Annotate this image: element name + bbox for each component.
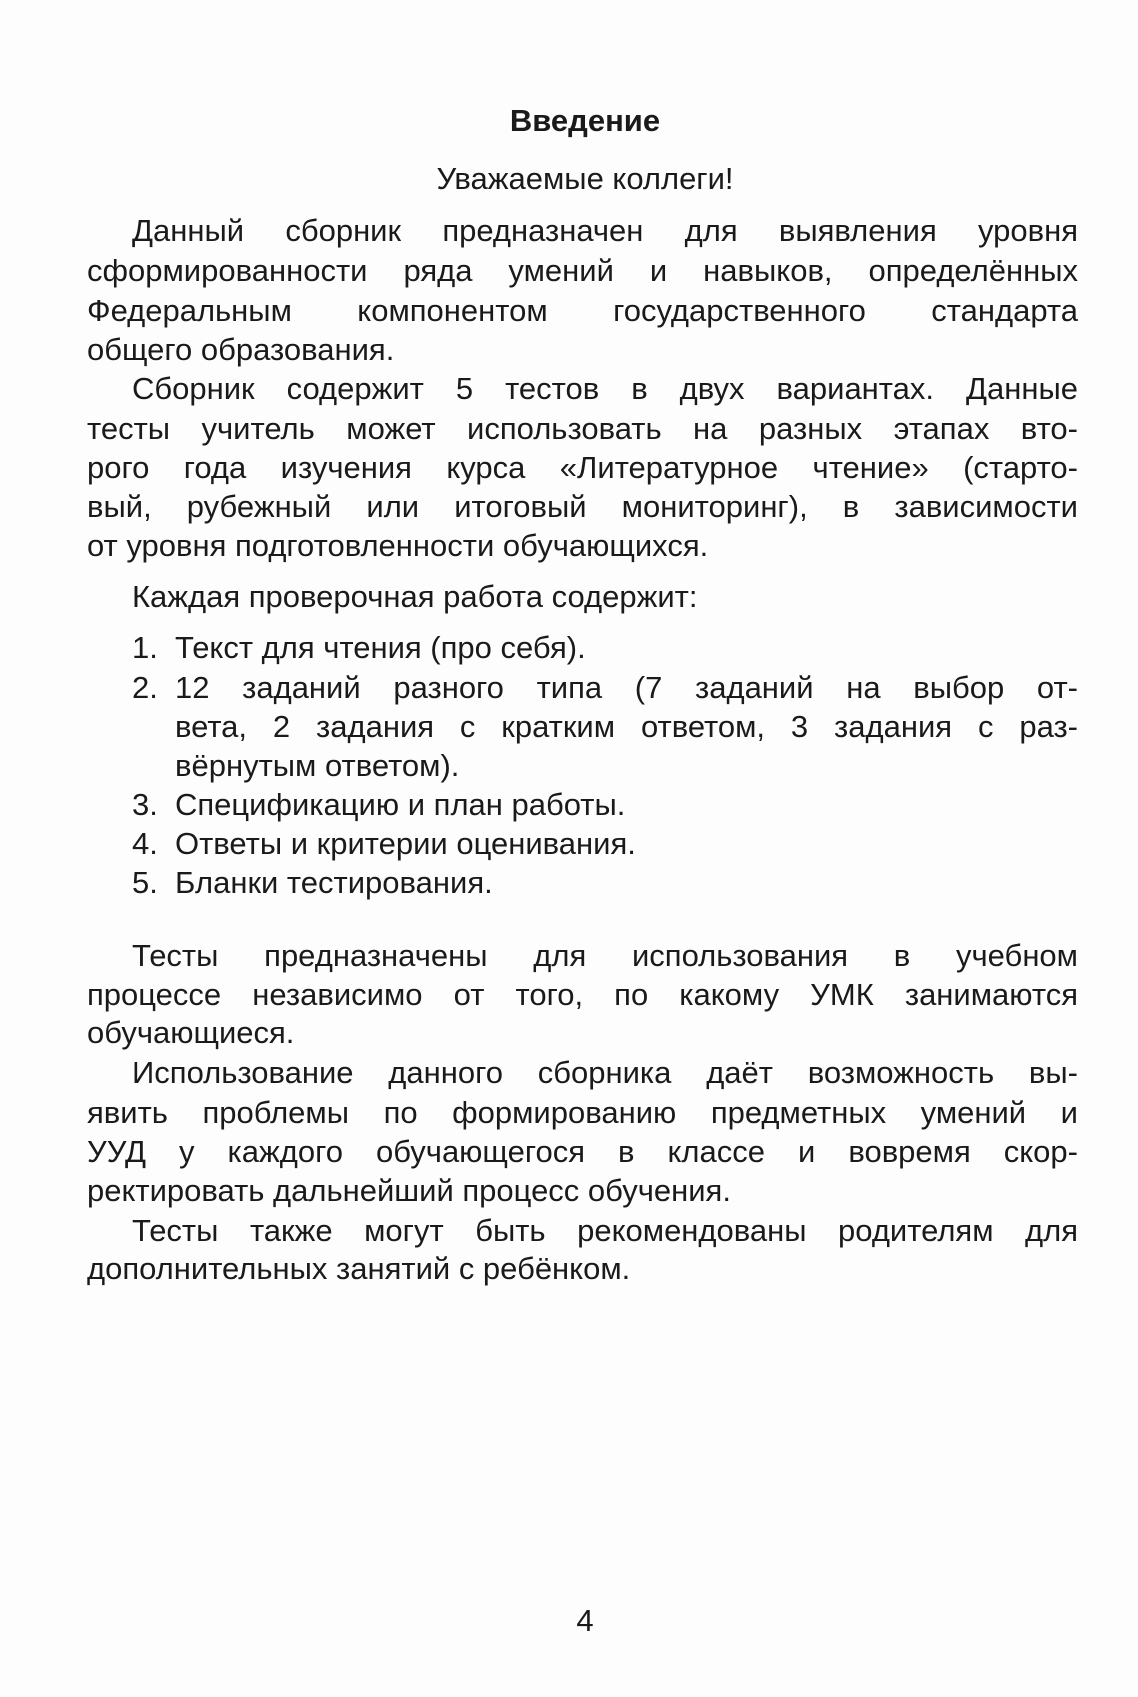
page-title: Введение	[509, 103, 661, 138]
list-number: 1.	[132, 630, 158, 665]
text-line: Сборник содержит 5 тестов в двух вариантах. Данные	[132, 371, 1078, 406]
text-line: Использование данного сборника даёт возможность вы-	[132, 1055, 1078, 1090]
list-number: 3.	[132, 787, 158, 822]
text-line: Тесты также могут быть рекомендованы родителям для	[132, 1213, 1078, 1248]
text-line: явить проблемы по формированию предметных умений и	[87, 1095, 1078, 1130]
text-line: процессе независимо от того, по какому УМК занимаются	[87, 977, 1078, 1012]
text-line: сформированности ряда умений и навыков, определённых	[87, 253, 1078, 288]
greeting: Уважаемые коллеги!	[436, 161, 734, 196]
list-item: Ответы и критерии оценивания.	[175, 826, 636, 861]
list-number: 5.	[132, 865, 158, 900]
text-line: УУД у каждого обучающегося в классе и вовремя скор-	[87, 1134, 1078, 1169]
text-line: вый, рубежный или итоговый мониторинг), в зависимости	[87, 489, 1078, 524]
text-line: общего образования.	[87, 332, 395, 367]
list-item: вёрнутым ответом).	[175, 748, 460, 783]
text-line: обучающиеся.	[87, 1015, 295, 1050]
list-item: Спецификацию и план работы.	[175, 787, 626, 822]
text-line: Тесты предназначены для использования в учебном	[132, 938, 1078, 973]
list-item: Текст для чтения (про себя).	[175, 630, 586, 665]
text-line: рого года изучения курса «Литературное чтение» (старто-	[87, 450, 1078, 485]
paragraph-3: Каждая проверочная работа содержит:	[132, 579, 698, 614]
text-line: тесты учитель может использовать на разных этапах вто-	[87, 411, 1078, 446]
text-line: ректировать дальнейший процесс обучения.	[87, 1173, 731, 1208]
text-line: дополнительных занятий с ребёнком.	[87, 1251, 631, 1286]
list-item: вета, 2 задания с кратким ответом, 3 задания с раз-	[175, 709, 1078, 744]
list-item: Бланки тестирования.	[175, 865, 493, 900]
text-line: Федеральным компонентом государственного стандарта	[87, 293, 1078, 328]
list-number: 4.	[132, 826, 158, 861]
text-line: от уровня подготовленности обучающихся.	[87, 528, 709, 563]
list-number: 2.	[132, 670, 158, 705]
list-item: 12 заданий разного типа (7 заданий на выбор от-	[175, 670, 1078, 705]
text-line: Данный сборник предназначен для выявления уровня	[132, 213, 1078, 248]
page-number: 4	[576, 1603, 594, 1638]
